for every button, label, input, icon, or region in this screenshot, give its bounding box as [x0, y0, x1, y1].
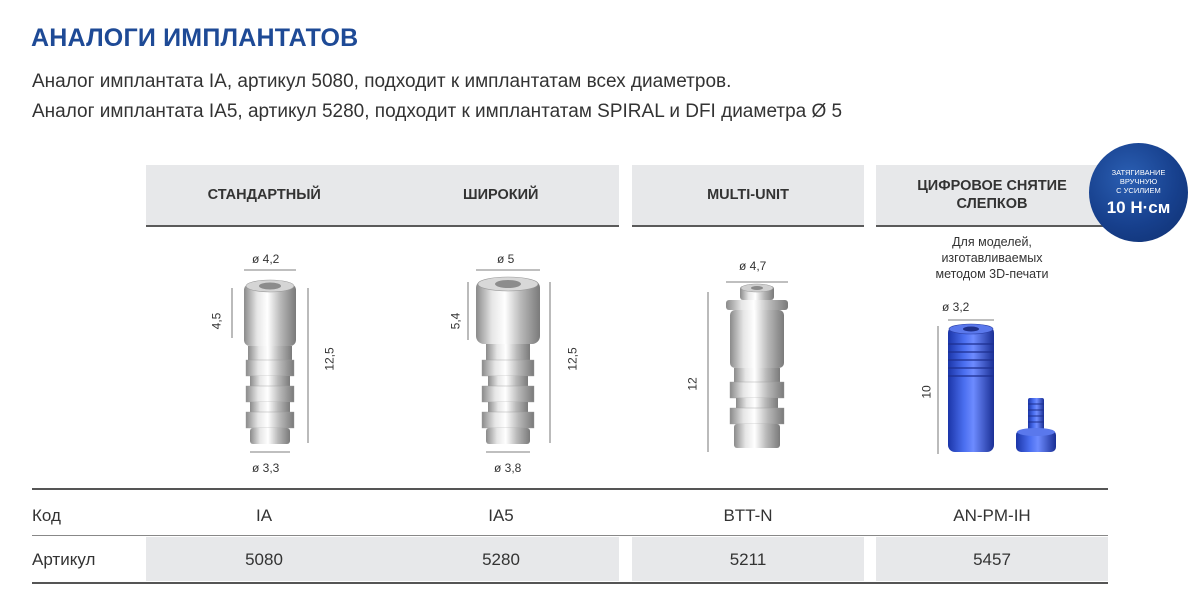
- dim-standard-top: ø 4,2: [252, 252, 280, 266]
- article-multiunit: 5211: [729, 550, 767, 569]
- header-group-analogs: [146, 165, 619, 227]
- dim-wide-right: 12,5: [565, 347, 580, 371]
- column-header-digital: [917, 177, 1067, 213]
- subtitle-line-2: Аналог имплантата IA5, артикул 5280, подходит к имплантатам SPIRAL и DFI диаметра Ø 5: [32, 101, 843, 122]
- row-label-code: Код: [32, 506, 61, 525]
- article-wide: 5280: [482, 550, 520, 569]
- page-title: АНАЛОГИ ИМПЛАНТАТОВ: [31, 24, 359, 52]
- dim-digital-left: 10: [919, 385, 934, 399]
- table-divider-middle: [32, 535, 1108, 536]
- note-line-1: Для моделей,: [952, 235, 1032, 249]
- dim-standard-left: 4,5: [209, 312, 224, 330]
- dim-wide-left: 5,4: [448, 312, 463, 330]
- implant-analog-standard-image: [228, 268, 312, 454]
- table-divider-bottom: [32, 582, 1108, 584]
- code-standard: IA: [255, 506, 273, 525]
- multiunit-analog-image: [700, 276, 800, 456]
- digital-note: [876, 234, 1108, 282]
- code-multiunit: BTT-N: [723, 506, 773, 525]
- code-wide: IA5: [488, 506, 514, 525]
- dim-multiunit-left: 12: [685, 377, 700, 391]
- subtitle-line-1: Аналог имплантата IA, артикул 5080, подходит к имплантатам всех диаметров.: [32, 71, 732, 92]
- torque-badge: [1089, 143, 1188, 242]
- implant-analog-wide-image: [466, 268, 552, 454]
- article-digital: 5457: [973, 550, 1011, 569]
- dim-wide-top: ø 5: [497, 252, 515, 266]
- row-label-article: Артикул: [32, 550, 96, 569]
- column-header-multiunit: MULTI-UNIT: [707, 187, 789, 203]
- dim-standard-bottom: ø 3,3: [252, 461, 280, 475]
- header-group-multiunit: [632, 165, 864, 227]
- column-header-standard: СТАНДАРТНЫЙ: [207, 187, 321, 203]
- digital-analog-image: [930, 316, 1070, 460]
- note-line-2: изготавливаемых: [941, 251, 1043, 265]
- badge-line1: ЗАТЯГИВАНИЕ: [1111, 167, 1166, 177]
- table-divider-top: [32, 488, 1108, 490]
- column-header-wide: ШИРОКИЙ: [463, 187, 539, 203]
- dim-wide-bottom: ø 3,8: [494, 461, 522, 475]
- badge-line3: С УСИЛИЕМ: [1116, 185, 1161, 195]
- note-line-3: методом 3D-печати: [935, 267, 1049, 281]
- dim-standard-right: 12,5: [322, 347, 337, 371]
- badge-value: 10 Н·см: [1106, 197, 1171, 217]
- dim-multiunit-top: ø 4,7: [739, 259, 767, 273]
- dim-digital-top: ø 3,2: [942, 300, 970, 314]
- badge-line2: ВРУЧНУЮ: [1119, 176, 1158, 186]
- article-standard: 5080: [245, 550, 283, 569]
- header-group-digital: [876, 165, 1108, 227]
- column-header-digital-line1: ЦИФРОВОЕ СНЯТИЕ: [917, 178, 1067, 194]
- code-digital: AN-PM-IH: [953, 506, 1031, 525]
- column-header-digital-line2: СЛЕПКОВ: [956, 196, 1028, 212]
